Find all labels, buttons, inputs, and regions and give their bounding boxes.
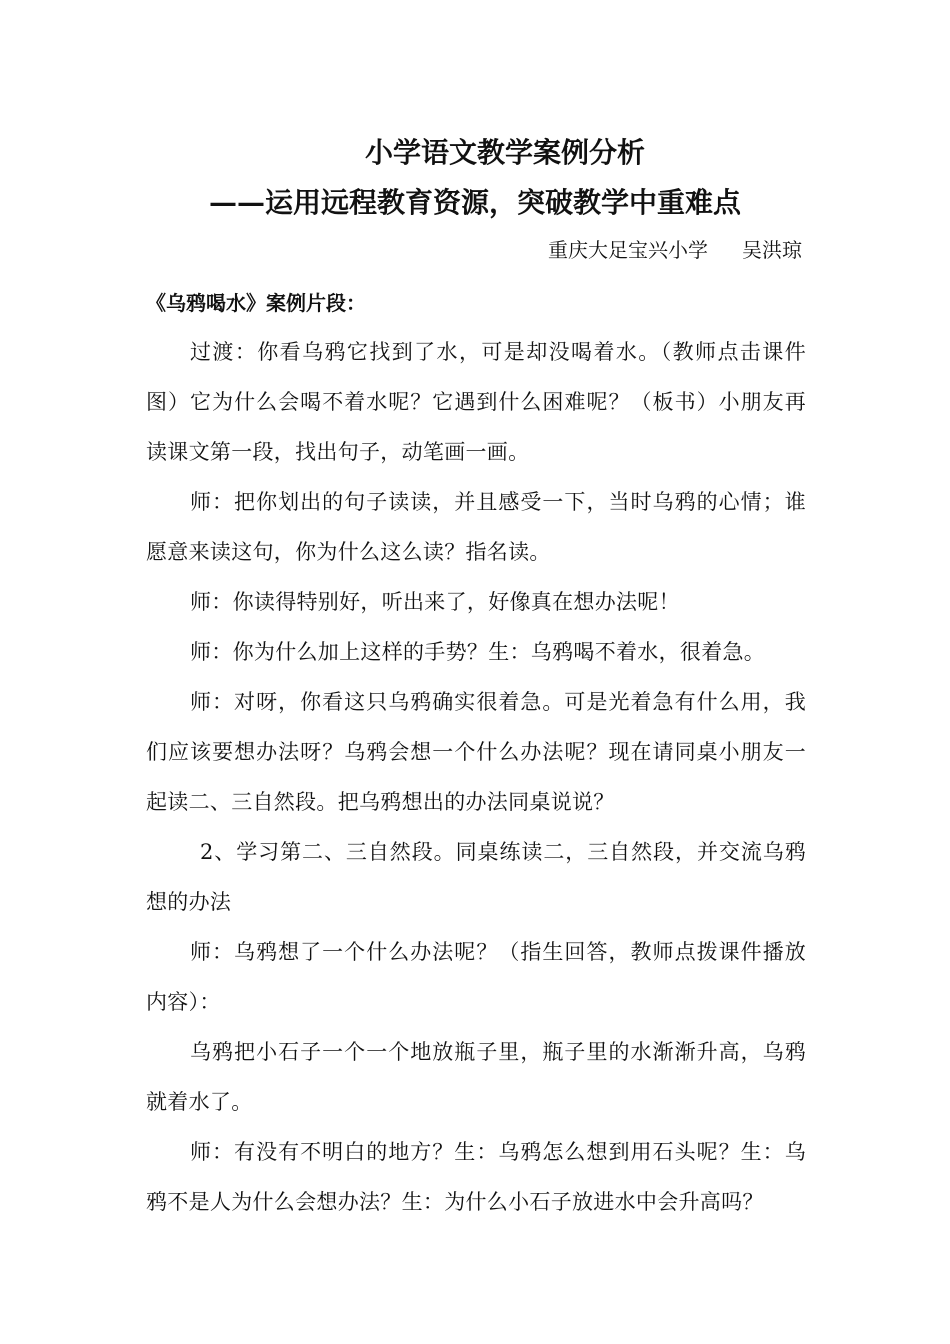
author-name: 吴洪琼 xyxy=(742,238,802,262)
author-line xyxy=(548,234,802,266)
paragraph: 师：你读得特别好，听出来了，好像真在想办法呢！ xyxy=(190,590,680,614)
body-text xyxy=(146,327,806,1227)
section-heading: 《乌鸦喝水》案例片段： xyxy=(146,291,366,315)
author-school: 重庆大足宝兴小学 xyxy=(548,238,708,262)
paragraph: 2、学习第二、三自然段。同桌练读二，三自然段，并交流乌鸦想的办法 xyxy=(146,840,806,914)
paragraph: 师：你为什么加上这样的手势？生：乌鸦喝不着水，很着急。 xyxy=(190,640,766,664)
paragraph: 师：乌鸦想了一个什么办法呢？（指生回答，教师点拨课件播放内容）： xyxy=(146,940,806,1014)
paragraph: 过渡：你看乌鸦它找到了水，可是却没喝着水。（教师点击课件图）它为什么会喝不着水呢？它遇到什么困难呢？（板书）小朋友再读课文第一段，找出句子，动笔画一画。 xyxy=(146,340,806,464)
paragraph: 师：对呀，你看这只乌鸦确实很着急。可是光着急有什么用，我们应该要想办法呀？乌鸦会想一个什么办法呢？现在请同桌小朋友一起读二、三自然段。把乌鸦想出的办法同桌说说？ xyxy=(146,690,806,814)
document-title: 小学语文教学案例分析 xyxy=(364,136,645,169)
document-subtitle: ——运用远程教育资源，突破教学中重难点 xyxy=(208,186,741,219)
paragraph: 师：有没有不明白的地方？生：乌鸦怎么想到用石头呢？生：乌鸦不是人为什么会想办法？生：为什么小石子放进水中会升高吗？ xyxy=(146,1140,806,1214)
paragraph: 乌鸦把小石子一个一个地放瓶子里，瓶子里的水渐渐升高，乌鸦就着水了。 xyxy=(146,1040,806,1114)
paragraph: 师：把你划出的句子读读，并且感受一下，当时乌鸦的心情；谁愿意来读这句，你为什么这么读？指名读。 xyxy=(146,490,806,564)
